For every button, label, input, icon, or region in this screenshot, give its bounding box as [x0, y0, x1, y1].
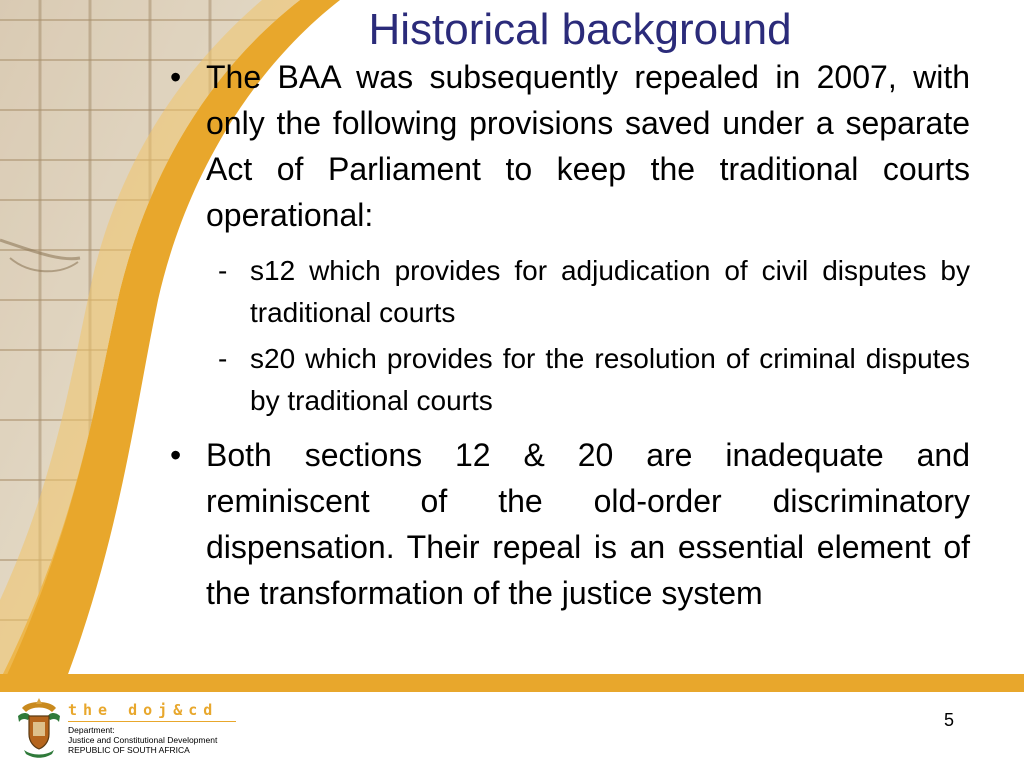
- sub-item: [160, 250, 970, 334]
- gold-footer-bar: [0, 674, 1024, 692]
- brand-divider: [68, 721, 236, 722]
- bullet-mark: •: [170, 437, 182, 473]
- doj-brand: [68, 702, 248, 755]
- department-name: Justice and Constitutional Development: [68, 735, 218, 745]
- dash-mark: -: [218, 343, 228, 374]
- brand-name: the doj&cd: [68, 701, 219, 719]
- dash-mark: -: [218, 255, 228, 286]
- bullet-text: The BAA was subsequently repealed in 2007, with only the following provisions saved under a separate Act of Parliament to keep the traditional courts operational:: [206, 59, 970, 233]
- slide-body: [160, 54, 970, 628]
- sub-item-text: s20 which provides for the resolution of criminal disputes by traditional courts: [250, 343, 970, 416]
- department-label: Department:: [68, 725, 115, 735]
- bullet-text: Both sections 12 & 20 are inadequate and reminiscent of the old-order discriminatory dispensation. Their repeal is an essential element of the transformation of the justice system: [206, 437, 970, 611]
- sub-item: [160, 338, 970, 422]
- footer: [0, 692, 1024, 768]
- sub-item-text: s12 which provides for adjudication of civil disputes by traditional courts: [250, 255, 970, 328]
- coat-of-arms-icon: [16, 698, 62, 760]
- country-name: REPUBLIC OF SOUTH AFRICA: [68, 745, 190, 755]
- page-number: 5: [944, 710, 955, 730]
- bullet-item: [160, 54, 970, 238]
- sub-list: [160, 250, 970, 422]
- slide-title: Historical background: [368, 5, 792, 54]
- bullet-item: [160, 432, 970, 616]
- bullet-mark: •: [170, 59, 182, 95]
